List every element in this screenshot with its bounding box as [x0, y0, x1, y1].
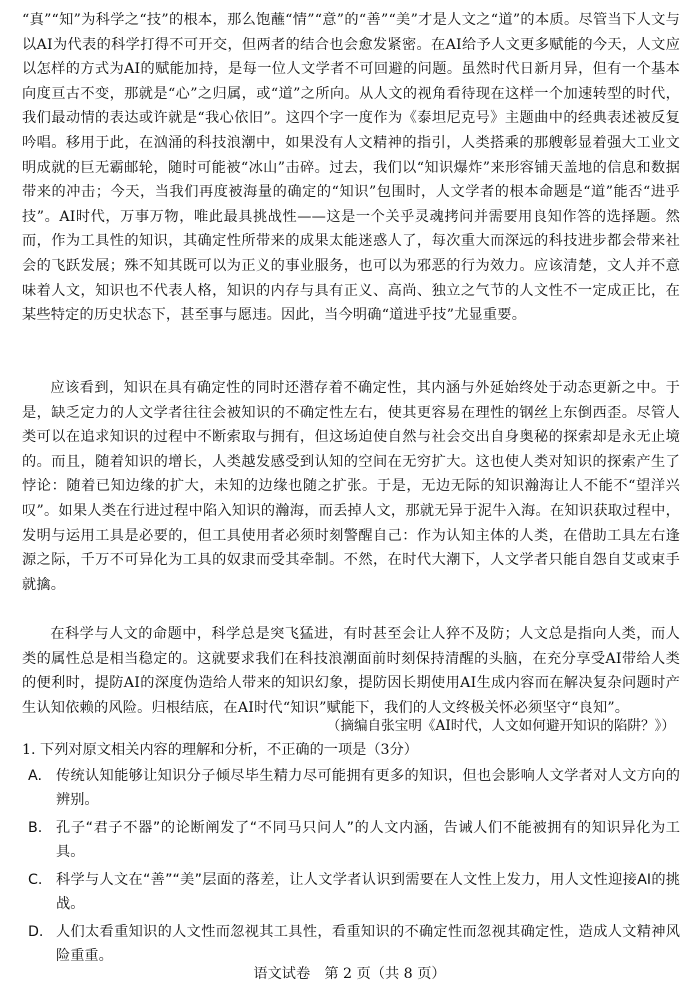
answer-options	[22, 764, 680, 968]
answer-option-c	[22, 868, 680, 916]
option-label: C.	[28, 872, 43, 888]
option-label: B.	[28, 820, 43, 836]
answer-option-b	[22, 816, 680, 864]
page-footer: 语文试卷 第 2 页（共 8 页）	[253, 966, 446, 982]
question-1	[22, 738, 680, 972]
option-label: A.	[28, 768, 42, 784]
answer-option-a	[22, 764, 680, 812]
option-label: D.	[28, 924, 44, 940]
option-text: 传统认知能够让知识分子倾尽毕生精力尽可能拥有更多的知识，但也会影响人文学者对人文方向的辨别。	[56, 768, 680, 808]
option-text: 人们太看重知识的人文性而忽视其工具性，看重知识的不确定性而忽视其确定性，造成人文精神风险重重。	[56, 924, 680, 964]
passage-paragraph-3: 在科学与人文的命题中，科学总是突飞猛进，有时甚至会让人猝不及防；人文总是指向人类，而人类的属性总是相当稳定的。这就要求我们在科技浪潮面前时刻保持清醒的头脑，在充分享受AI带给人类的便利时，提防AI的深度伪造给人带来的知识幻象，提防因长期使用AI生成内容而在解决复杂问题时产生认知依赖的风险。归根结底，在AI时代“知识”赋能下，我们的人文终极关怀必须坚守“良知”。	[22, 626, 680, 716]
passage-source: （摘编自张宝明《AI时代，人文如何避开知识的陷阱？》）	[326, 718, 675, 734]
passage-paragraph-2: 应该看到，知识在具有确定性的同时还潜存着不确定性，其内涵与外延始终处于动态更新之中。于是，缺乏定力的人文学者往往会被知识的不确定性左右，使其更容易在理性的钢丝上东倒西歪。尽管人类可以在追求知识的过程中不断索取与拥有，但这场迫使自然与社会交出自身奥秘的探索却是永无止境的。而且，随着知识的增长，人类越发感受到认知的空间在无穷扩大。这也使人类对知识的探索产生了悖论：随着已知边缘的扩大，未知的边缘也随之扩张。于是，无边无际的知识瀚海让人不能不“望洋兴叹”。如果人类在行进过程中陷入知识的瀚海，而丢掉人文，那就无异于泥牛入海。在知识获取过程中，发明与运用工具是必要的，但工具使用者必须时刻警醒自己：作为认知主体的人类，在借助工具左右逢源之际，千万不可异化为工具的奴隶而受其牵制。不然，在时代大潮下，人文学者只能自怨自艾或束手就擒。	[22, 380, 680, 593]
question-stem: 1. 下列对原文相关内容的理解和分析，不正确的一项是（3分）	[22, 742, 418, 758]
option-text: 科学与人文在“善”“美”层面的落差，让人文学者认识到需要在人文性上发力，用人文性迎接AI的挑战。	[56, 872, 680, 912]
passage-paragraph-1: “真”“知”为科学之“技”的根本，那么饱蘸“情”“意”的“善”“美”才是人文之“道”的本质。尽管当下人文与以AI为代表的科学打得不可开交，但两者的结合也会愈发紧密。在AI给予人文更多赋能的今天，人文应以怎样的方式为AI的赋能加持，是每一位人文学者不可回避的问题。虽然时代日新月异，但有一个基本向度亘古不变，那就是“心”之归属，或“道”之所向。从人文的视角看待现在这样一个加速转型的时代，我们最动情的表达或许就是“我心依旧”。这四个字一度作为《泰坦尼克号》主题曲中的经典表述被反复吟唱。移用于此，在汹涌的科技浪潮中，如果没有人文精神的指引，人类搭乘的那艘彰显着强大工业文明成就的巨无霸邮轮，随时可能被“冰山”击碎。过去，我们以“知识爆炸”来形容铺天盖地的信息和数据带来的冲击；今天，当我们再度被海量的确定的“知识”包围时，人文学者的根本命题是“道”能否“进乎技”。AI时代，万事万物，唯此最具挑战性——这是一个关乎灵魂拷问并需要用良知作答的选择题。然而，作为工具性的知识，其确定性所带来的成果太能迷惑人了，每次重大而深远的科技进步都会带来社会的飞跃发展；殊不知其既可以为正义的事业服务，也可以为邪恶的行为效力。应该清楚，文人并不意味着人文，知识也不代表人格，知识的内存与具有正义、高尚、独立之气节的人文性不一定成正比，在某些特定的历史状态下，甚至事与愿违。因此，当今明确“道进乎技”尤显重要。	[22, 12, 680, 324]
option-text: 孔子“君子不器”的论断阐发了“不同马只问人”的人文内涵，告诫人们不能被拥有的知识异化为工具。	[56, 820, 680, 860]
answer-option-d	[22, 920, 680, 968]
